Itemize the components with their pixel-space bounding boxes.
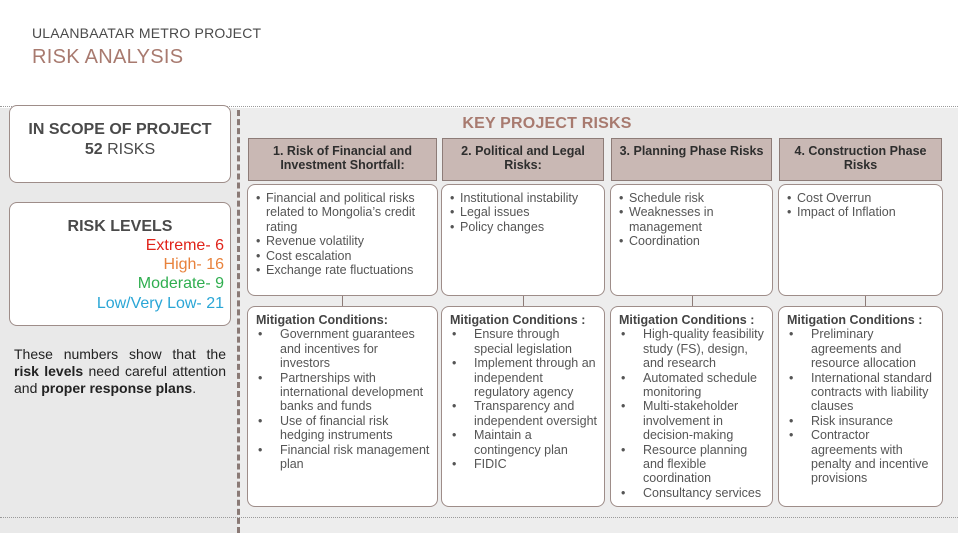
risk-item: • Policy changes bbox=[450, 220, 598, 234]
note-text-1: These numbers show that the bbox=[14, 346, 226, 362]
mitigation-item: • High-quality feasibility study (FS), design, and research bbox=[619, 327, 766, 370]
scope-count bbox=[10, 141, 230, 159]
connector bbox=[865, 296, 866, 306]
column-4-risks bbox=[778, 184, 943, 296]
mitigation-item: • Ensure through special legislation bbox=[450, 327, 598, 356]
scope-number: 52 bbox=[84, 141, 103, 158]
risk-item: • Coordination bbox=[619, 234, 766, 248]
column-3-mitigation bbox=[610, 306, 773, 507]
section-title: RISK ANALYSIS bbox=[32, 46, 184, 68]
mitigation-title: Mitigation Conditions : bbox=[787, 313, 923, 327]
mitigation-item: • FIDIC bbox=[450, 457, 598, 471]
note-text-2: need careful attention and bbox=[14, 363, 226, 396]
column-1-heading: 1. Risk of Financial and Investment Shortfall: bbox=[248, 138, 437, 181]
mitigation-item: • Implement through an independent regulatory agency bbox=[450, 356, 598, 399]
risk-item: • Weaknesses in management bbox=[619, 205, 766, 234]
risk-item: • Impact of Inflation bbox=[787, 205, 936, 219]
risk-item: • Institutional instability bbox=[450, 191, 598, 205]
column-2-heading: 2. Political and Legal Risks: bbox=[442, 138, 604, 181]
mitigation-item: • Government guarantees and incentives for investors bbox=[256, 327, 431, 370]
level-moderate: Moderate- 9 bbox=[137, 275, 224, 292]
summary-note bbox=[14, 346, 226, 397]
vertical-divider bbox=[237, 110, 240, 533]
mitigation-item: • Contractor agreements with penalty and incentive provisions bbox=[787, 428, 936, 486]
column-2-mitigation bbox=[441, 306, 605, 507]
column-4-heading: 4. Construction Phase Risks bbox=[779, 138, 942, 181]
bottom-divider bbox=[0, 517, 958, 518]
mitigation-item: • Transparency and independent oversight bbox=[450, 399, 598, 428]
risk-item: • Financial and political risks related to Mongolia’s credit rating bbox=[256, 191, 431, 234]
scope-title: IN SCOPE OF PROJECT bbox=[28, 121, 212, 138]
column-3-risks bbox=[610, 184, 773, 296]
level-high: High- 16 bbox=[163, 256, 224, 273]
mitigation-item: • Multi-stakeholder involvement in decision-making bbox=[619, 399, 766, 442]
key-risks-title: KEY PROJECT RISKS bbox=[462, 115, 632, 132]
risk-item: • Legal issues bbox=[450, 205, 598, 219]
mitigation-item: • Automated schedule monitoring bbox=[619, 371, 766, 400]
scope-box bbox=[9, 105, 231, 183]
column-1-risks bbox=[247, 184, 438, 296]
mitigation-title: Mitigation Conditions : bbox=[619, 313, 755, 327]
risk-levels-box bbox=[9, 202, 231, 326]
mitigation-item: • Financial risk management plan bbox=[256, 443, 431, 472]
risk-levels-title: RISK LEVELS bbox=[67, 218, 173, 235]
column-2-risks bbox=[441, 184, 605, 296]
note-text-3: . bbox=[192, 380, 197, 396]
mitigation-item: • Resource planning and flexible coordination bbox=[619, 443, 766, 486]
risk-item: • Schedule risk bbox=[619, 191, 766, 205]
level-low: Low/Very Low- 21 bbox=[96, 295, 224, 312]
level-extreme: Extreme- 6 bbox=[145, 237, 224, 254]
mitigation-item: • Use of financial risk hedging instruments bbox=[256, 414, 431, 443]
mitigation-item: • Maintain a contingency plan bbox=[450, 428, 598, 457]
column-4-mitigation bbox=[778, 306, 943, 507]
risk-item: • Cost escalation bbox=[256, 249, 431, 263]
mitigation-item: • Consultancy services bbox=[619, 486, 766, 500]
risk-item: • Cost Overrun bbox=[787, 191, 936, 205]
mitigation-item: • Partnerships with international development banks and funds bbox=[256, 371, 431, 414]
connector bbox=[523, 296, 524, 306]
note-bold-2: proper response plans bbox=[41, 380, 193, 396]
mitigation-title: Mitigation Conditions : bbox=[450, 313, 586, 327]
risk-item: • Revenue volatility bbox=[256, 234, 431, 248]
risk-item: • Exchange rate fluctuations bbox=[256, 263, 431, 277]
mitigation-item: • International standard contracts with liability clauses bbox=[787, 371, 936, 414]
mitigation-item: • Risk insurance bbox=[787, 414, 936, 428]
connector bbox=[342, 296, 343, 306]
column-3-heading: 3. Planning Phase Risks bbox=[611, 138, 772, 181]
note-bold-1: risk levels bbox=[14, 363, 84, 379]
column-1-mitigation bbox=[247, 306, 438, 507]
connector bbox=[692, 296, 693, 306]
project-title: ULAANBAATAR METRO PROJECT bbox=[32, 25, 262, 41]
mitigation-item: • Preliminary agreements and resource allocation bbox=[787, 327, 936, 370]
scope-unit: RISKS bbox=[107, 141, 156, 158]
mitigation-title: Mitigation Conditions: bbox=[256, 313, 388, 327]
